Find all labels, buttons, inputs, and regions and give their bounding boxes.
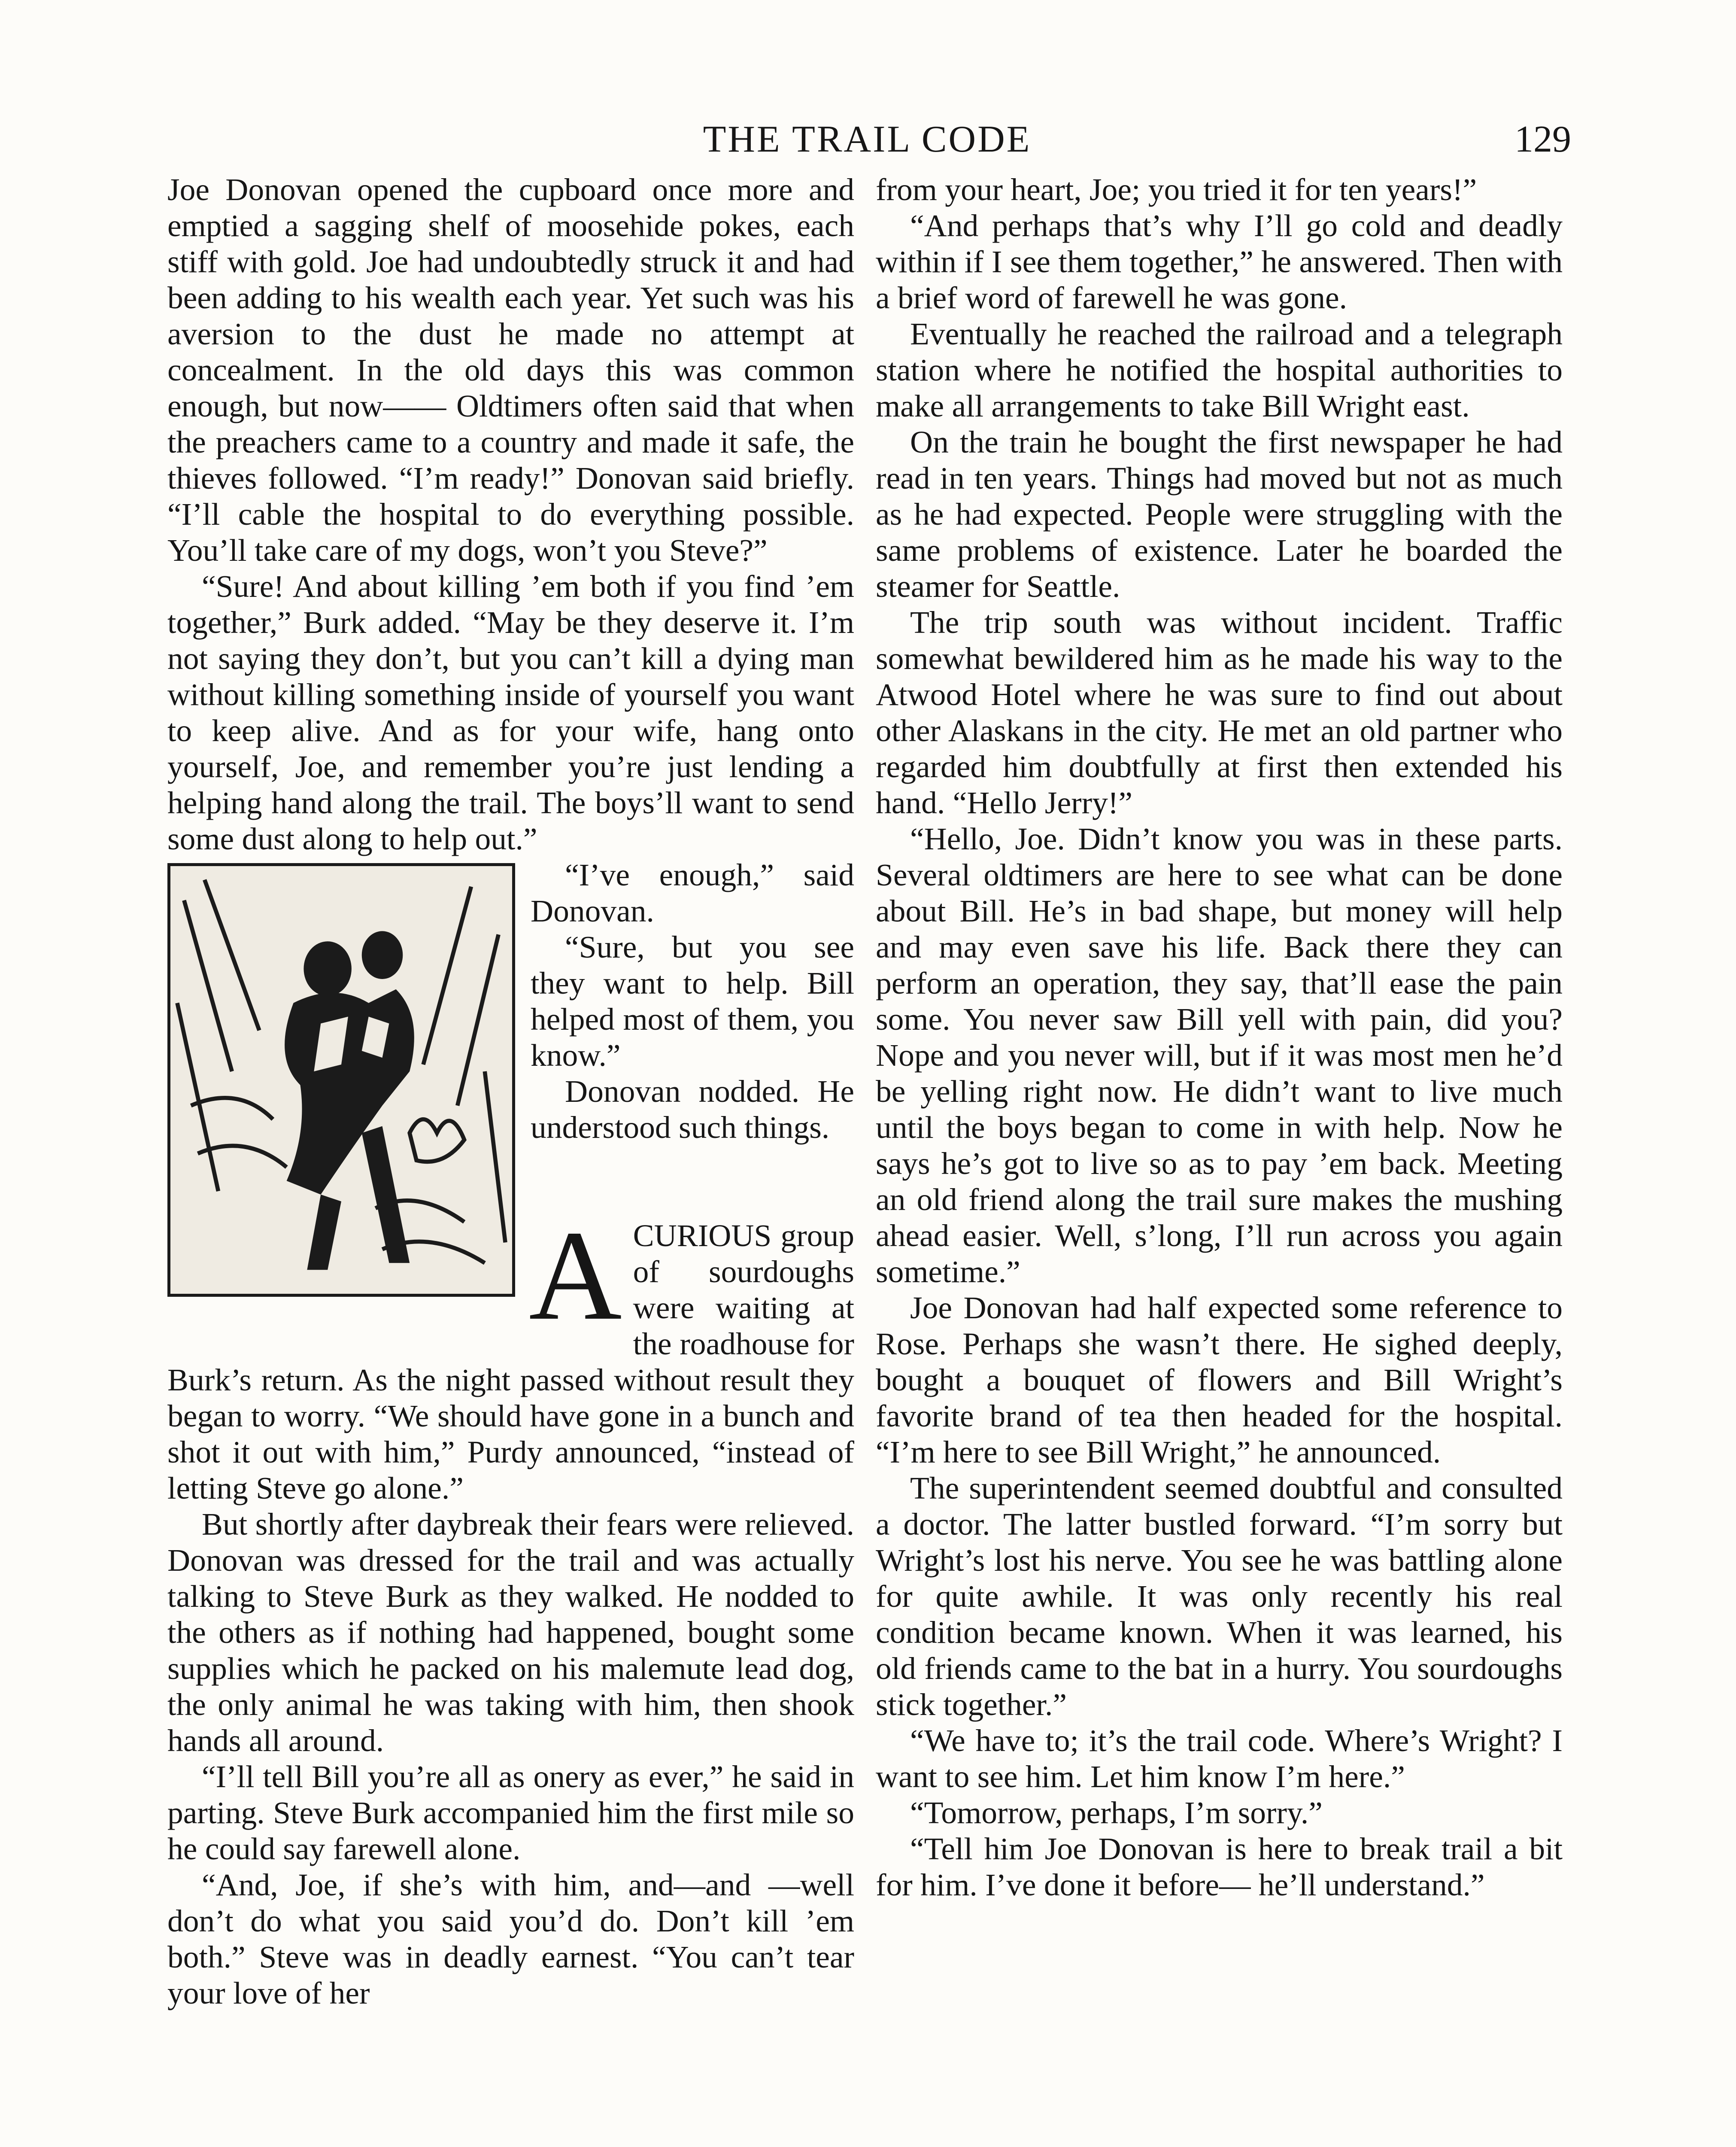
paragraph: Eventually he reached the railroad and a telegraph station where he notified the hospital authorities to make all arrangements to take Bill Wright east.	[876, 316, 1563, 423]
paragraph: “Tell him Joe Donovan is here to break trail a bit for him. I’ve done it before— he’ll understand.”	[876, 1831, 1563, 1902]
paragraph: “I’ll tell Bill you’re all as onery as ever,” he said in parting. Steve Burk accompanied him the first mile so he could say farewell alone.	[167, 1759, 854, 1866]
paragraph: But shortly after daybreak their fears were relieved. Donovan was dressed for the trail and was actually talking to Steve Burk as they walked. He nodded to the others as if nothing had happened, bought some supplies which he packed on his malemute lead dog, the only animal he was taking with him, then shook hands all around.	[167, 1507, 854, 1758]
paragraph-text: CURIOUS group of sourdoughs were waiting at the roadhouse for Burk’s return. As the night passed without result they began to worry. “We should have gone in a bunch and shot it out with him,” Purdy announced, “instead of letting Steve go alone.”	[167, 1218, 854, 1505]
paragraph: Joe Donovan had half expected some reference to Rose. Perhaps she wasn’t there. He sighed deeply, bought a bouquet of flowers and Bill Wright’s favorite brand of tea then headed for the hospital. “I’m here to see Bill Wright,” he announced.	[876, 1290, 1563, 1469]
paragraph: The trip south was without incident. Traffic somewhat bewildered him as he made his way to the Atwood Hotel where he was sure to find out about other Alaskans in the city. He met an old partner who regarded him doubtfully at first then extended his hand. “Hello Jerry!”	[876, 605, 1563, 820]
running-head	[163, 116, 1571, 163]
paragraph: “Sure, but you see they want to help. Bill helped most of them, you know.”	[531, 930, 854, 1073]
page-number: 129	[1514, 119, 1571, 160]
paragraph: “I’ve enough,” said Donovan.	[531, 858, 854, 928]
paragraph: “Tomorrow, perhaps, I’m sorry.”	[910, 1795, 1323, 1830]
woodcut-illustration-icon	[167, 863, 515, 1297]
right-column	[876, 172, 1563, 1903]
paragraph: “We have to; it’s the trail code. Where’s Wright? I want to see him. Let him know I’m here.”	[876, 1723, 1563, 1794]
paragraph: “And perhaps that’s why I’ll go cold and deadly within if I see them together,” he answered. Then with a brief word of farewell he was gone.	[876, 208, 1563, 315]
paragraph: “And, Joe, if she’s with him, and—and —well don’t do what you said you’d do. Don’t kill ’em both.” Steve was in deadly earnest. “You can’t tear your love of her	[167, 1867, 854, 2010]
paragraph: from your heart, Joe; you tried it for ten years!”	[876, 172, 1477, 207]
paragraph: Joe Donovan opened the cupboard once more and emptied a sagging shelf of moosehide pokes, each stiff with gold. Joe had undoubtedly struck it and had been adding to his wealth each year. Yet such was his aversion to the dust he made no attempt at concealment. In the old days this was common enough, but now—— Oldtimers often said that when the preachers came to a country and made it safe, the thieves followed. “I’m ready!” Donovan said briefly. “I’ll cable the hospital to do everything possible. You’ll take care of my dogs, won’t you Steve?”	[167, 172, 854, 568]
running-title: THE TRAIL CODE	[703, 119, 1032, 160]
paragraph: “Hello, Joe. Didn’t know you was in these parts. Several oldtimers are here to see what can be done about Bill. He’s in bad shape, but money will help and may even save his life. Back there they can perform an operation, they say, that’ll ease the pain some. You never saw Bill yell with pain, did you? Nope and you never will, but if it was most men he’d be yelling right now. He didn’t want to live much until the boys began to come in with help. Now he says he’s got to live so as to pay ’em back. Meeting an old friend along the trail sure makes the mushing ahead easier. Well, s’long, I’ll run across you again sometime.”	[876, 821, 1563, 1289]
paragraph: On the train he bought the first newspaper he had read in ten years. Things had moved but not as much as he had expected. People were struggling with the same problems of existence. Later he boarded the steamer for Seattle.	[876, 425, 1563, 604]
drop-cap: A	[529, 1204, 622, 1347]
paragraph: The superintendent seemed doubtful and consulted a doctor. The latter bustled forward. “I’m sorry but Wright’s lost his nerve. You see he was battling alone for quite awhile. It was only recently his real condition became known. When it was learned, his old friends came to the bat in a hurry. You sourdoughs stick together.”	[876, 1471, 1563, 1722]
paragraph: Donovan nodded. He understood such things.	[531, 1074, 854, 1145]
paragraph: “Sure! And about killing ’em both if you find ’em together,” Burk added. “May be they deserve it. I’m not saying they don’t, but you can’t kill a dying man without killing something inside of yourself you want to keep alive. And as for your wife, hang onto yourself, Joe, and remember you’re just lending a helping hand along the trail. The boys’ll want to send some dust along to help out.”	[167, 569, 854, 856]
left-column	[167, 172, 854, 2011]
